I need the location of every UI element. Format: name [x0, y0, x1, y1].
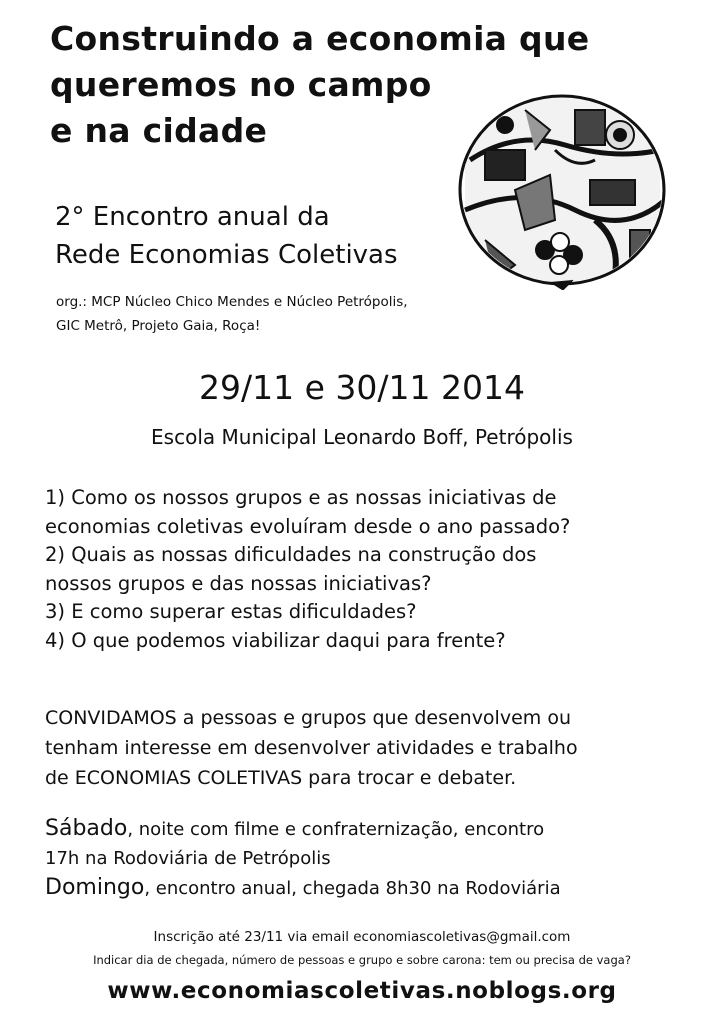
schedule-day-saturday: Sábado	[45, 816, 128, 841]
question-line: nossos grupos e das nossas iniciativas?	[45, 571, 432, 595]
event-venue: Escola Municipal Leonardo Boff, Petrópolis	[151, 425, 573, 449]
event-title	[55, 198, 398, 274]
invitation-line: tenham interesse em desenvolver atividades e trabalho	[45, 737, 578, 759]
question-item	[45, 541, 685, 598]
question-line: 1) Como os nossos grupos e as nossas iniciativas de	[45, 486, 557, 509]
schedule-saturday	[45, 814, 544, 845]
arrival-note: Indicar dia de chegada, número de pessoas e grupo e sobre carona: tem ou precisa de vaga?	[93, 953, 631, 967]
event-title-line: 2° Encontro anual da	[55, 202, 330, 232]
question-item	[45, 484, 685, 541]
headline-line: Construindo a economia que	[50, 19, 590, 58]
question-line: 4) O que podemos viabilizar daqui para frente?	[45, 628, 506, 652]
invitation-line: de ECONOMIAS COLETIVAS para trocar e debater.	[45, 767, 517, 789]
organizers-line: org.: MCP Núcleo Chico Mendes e Núcleo Petrópolis,	[56, 294, 408, 310]
question-item	[45, 627, 685, 656]
event-dates: 29/11 e 30/11 2014	[199, 368, 525, 407]
question-list	[45, 484, 685, 655]
question-line: 3) E como superar estas dificuldades?	[45, 600, 417, 623]
schedule-saturday-continued: 17h na Rodoviária de Petrópolis	[45, 848, 331, 869]
headline-line: e na cidade	[50, 111, 268, 150]
registration-info: Inscrição até 23/11 via email economiascoletivas@gmail.com	[153, 929, 571, 945]
invitation-text	[45, 703, 578, 793]
schedule-sunday	[45, 873, 561, 904]
question-line: 2) Quais as nossas dificuldades na construção dos	[45, 543, 537, 566]
question-line: economias coletivas evoluíram desde o ano passado?	[45, 514, 571, 538]
headline-line: queremos no campo	[50, 65, 432, 104]
organizers-line: GIC Metrô, Projeto Gaia, Roça!	[56, 318, 261, 334]
website-url: www.economiascoletivas.noblogs.org	[107, 978, 617, 1004]
invitation-line: CONVIDAMOS a pessoas e grupos que desenvolvem ou	[45, 707, 571, 729]
question-item	[45, 598, 685, 627]
schedule-sunday-text: , encontro anual, chegada 8h30 na Rodoviária	[144, 878, 561, 899]
schedule-day-sunday: Domingo	[45, 875, 145, 900]
event-title-line: Rede Economias Coletivas	[55, 240, 398, 270]
organizers	[56, 290, 408, 338]
schedule-saturday-text: , noite com filme e confraternização, encontro	[127, 819, 545, 840]
economy-circle-illustration	[455, 90, 670, 290]
